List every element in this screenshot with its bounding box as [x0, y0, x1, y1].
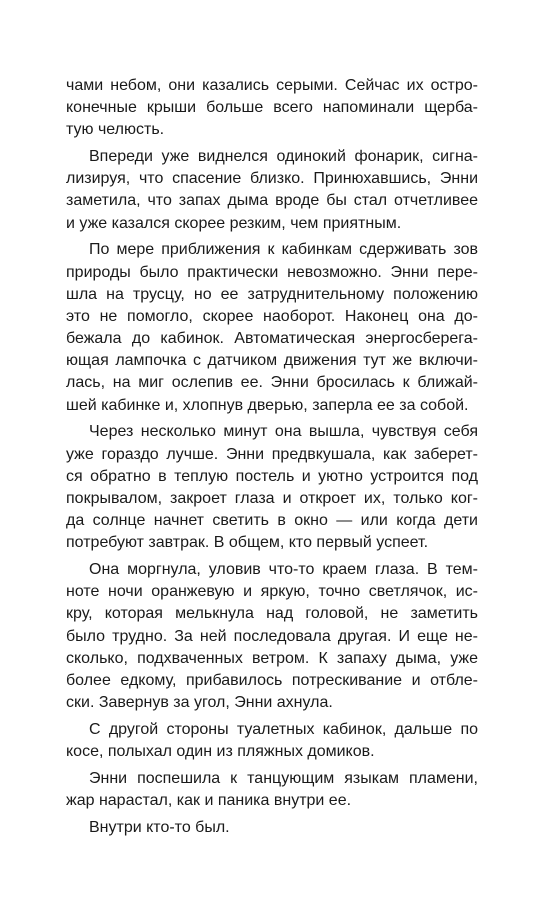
text-line: сколько, подхваченных ветром. К запаху дыма, уже	[66, 649, 478, 667]
text-line: уже гораздо лучше. Энни предвкушала, как заберет-	[66, 445, 478, 463]
text-line: Внутри кто-то был.	[89, 818, 230, 836]
text-line: бежала до кабинок. Автоматическая энергосберега-	[66, 330, 478, 348]
text-line: косе, полыхал один из пляжных домиков.	[66, 742, 375, 760]
text-line: заметила, что запах дыма вроде бы стал отчетливее	[66, 192, 478, 210]
text-line: шла на трусцу, но ее затруднительному положению	[66, 285, 478, 303]
text-line: ся обратно в теплую постель и уютно устроится под	[66, 467, 478, 485]
text-line: кру, которая мелькнула над головой, не заметить	[66, 605, 478, 623]
text-line: лизируя, что спасение близко. Принюхавшись, Энни	[66, 170, 478, 188]
text-line: Она моргнула, уловив что-то краем глаза. В тем-	[89, 560, 478, 578]
text-line: конечные крыши больше всего напоминали щерба-	[66, 99, 478, 117]
text-line: и уже казался скорее резким, чем приятным.	[66, 214, 402, 232]
text-line: ющая лампочка с датчиком движения тут же включи-	[66, 352, 478, 370]
text-line: лась, на миг ослепив ее. Энни бросилась к ближай-	[66, 374, 478, 392]
text-line: С другой стороны туалетных кабинок, дальше по	[89, 720, 478, 738]
paragraph	[66, 817, 478, 839]
text-line: Через несколько минут она вышла, чувствуя себя	[89, 423, 478, 441]
text-line: Энни поспешила к танцующим языкам пламени,	[89, 769, 478, 787]
paragraph	[66, 768, 478, 812]
text-line: потребуют завтрак. В общем, кто первый успеет.	[66, 534, 429, 552]
text-line: Впереди уже виднелся одинокий фонарик, сигна-	[89, 148, 478, 166]
text-line: тую челюсть.	[66, 121, 165, 139]
paragraph	[66, 559, 478, 714]
paragraph	[66, 719, 478, 763]
text-line: да солнце начнет светить в окно — или когда дети	[66, 512, 478, 530]
text-line: более едкому, прибавилось потрескивание и отбле-	[66, 671, 478, 689]
text-line: покрывалом, закроет глаза и откроет их, только ког-	[66, 489, 478, 507]
text-line: ски. Завернув за угол, Энни ахнула.	[66, 694, 333, 712]
paragraph	[66, 239, 478, 417]
text-line: природы было практически невозможно. Энни пере-	[66, 263, 478, 281]
text-line: чами небом, они казались серыми. Сейчас их остро-	[66, 77, 478, 94]
paragraph	[66, 146, 478, 235]
text-line: это не помогло, скорее наоборот. Наконец она до-	[66, 307, 478, 325]
paragraph	[66, 75, 478, 142]
text-line: было трудно. За ней последовала другая. И еще не-	[66, 627, 478, 645]
text-line: жар нарастал, как и паника внутри ее.	[66, 791, 352, 809]
paragraph	[66, 421, 478, 554]
text-line: ноте ночи оранжевую и яркую, точно светлячок, ис-	[66, 583, 478, 601]
text-line: По мере приближения к кабинкам сдерживать зов	[89, 241, 478, 259]
body-text	[66, 75, 478, 839]
text-line: шей кабинке и, хлопнув дверью, заперла ее за собой.	[66, 396, 469, 414]
